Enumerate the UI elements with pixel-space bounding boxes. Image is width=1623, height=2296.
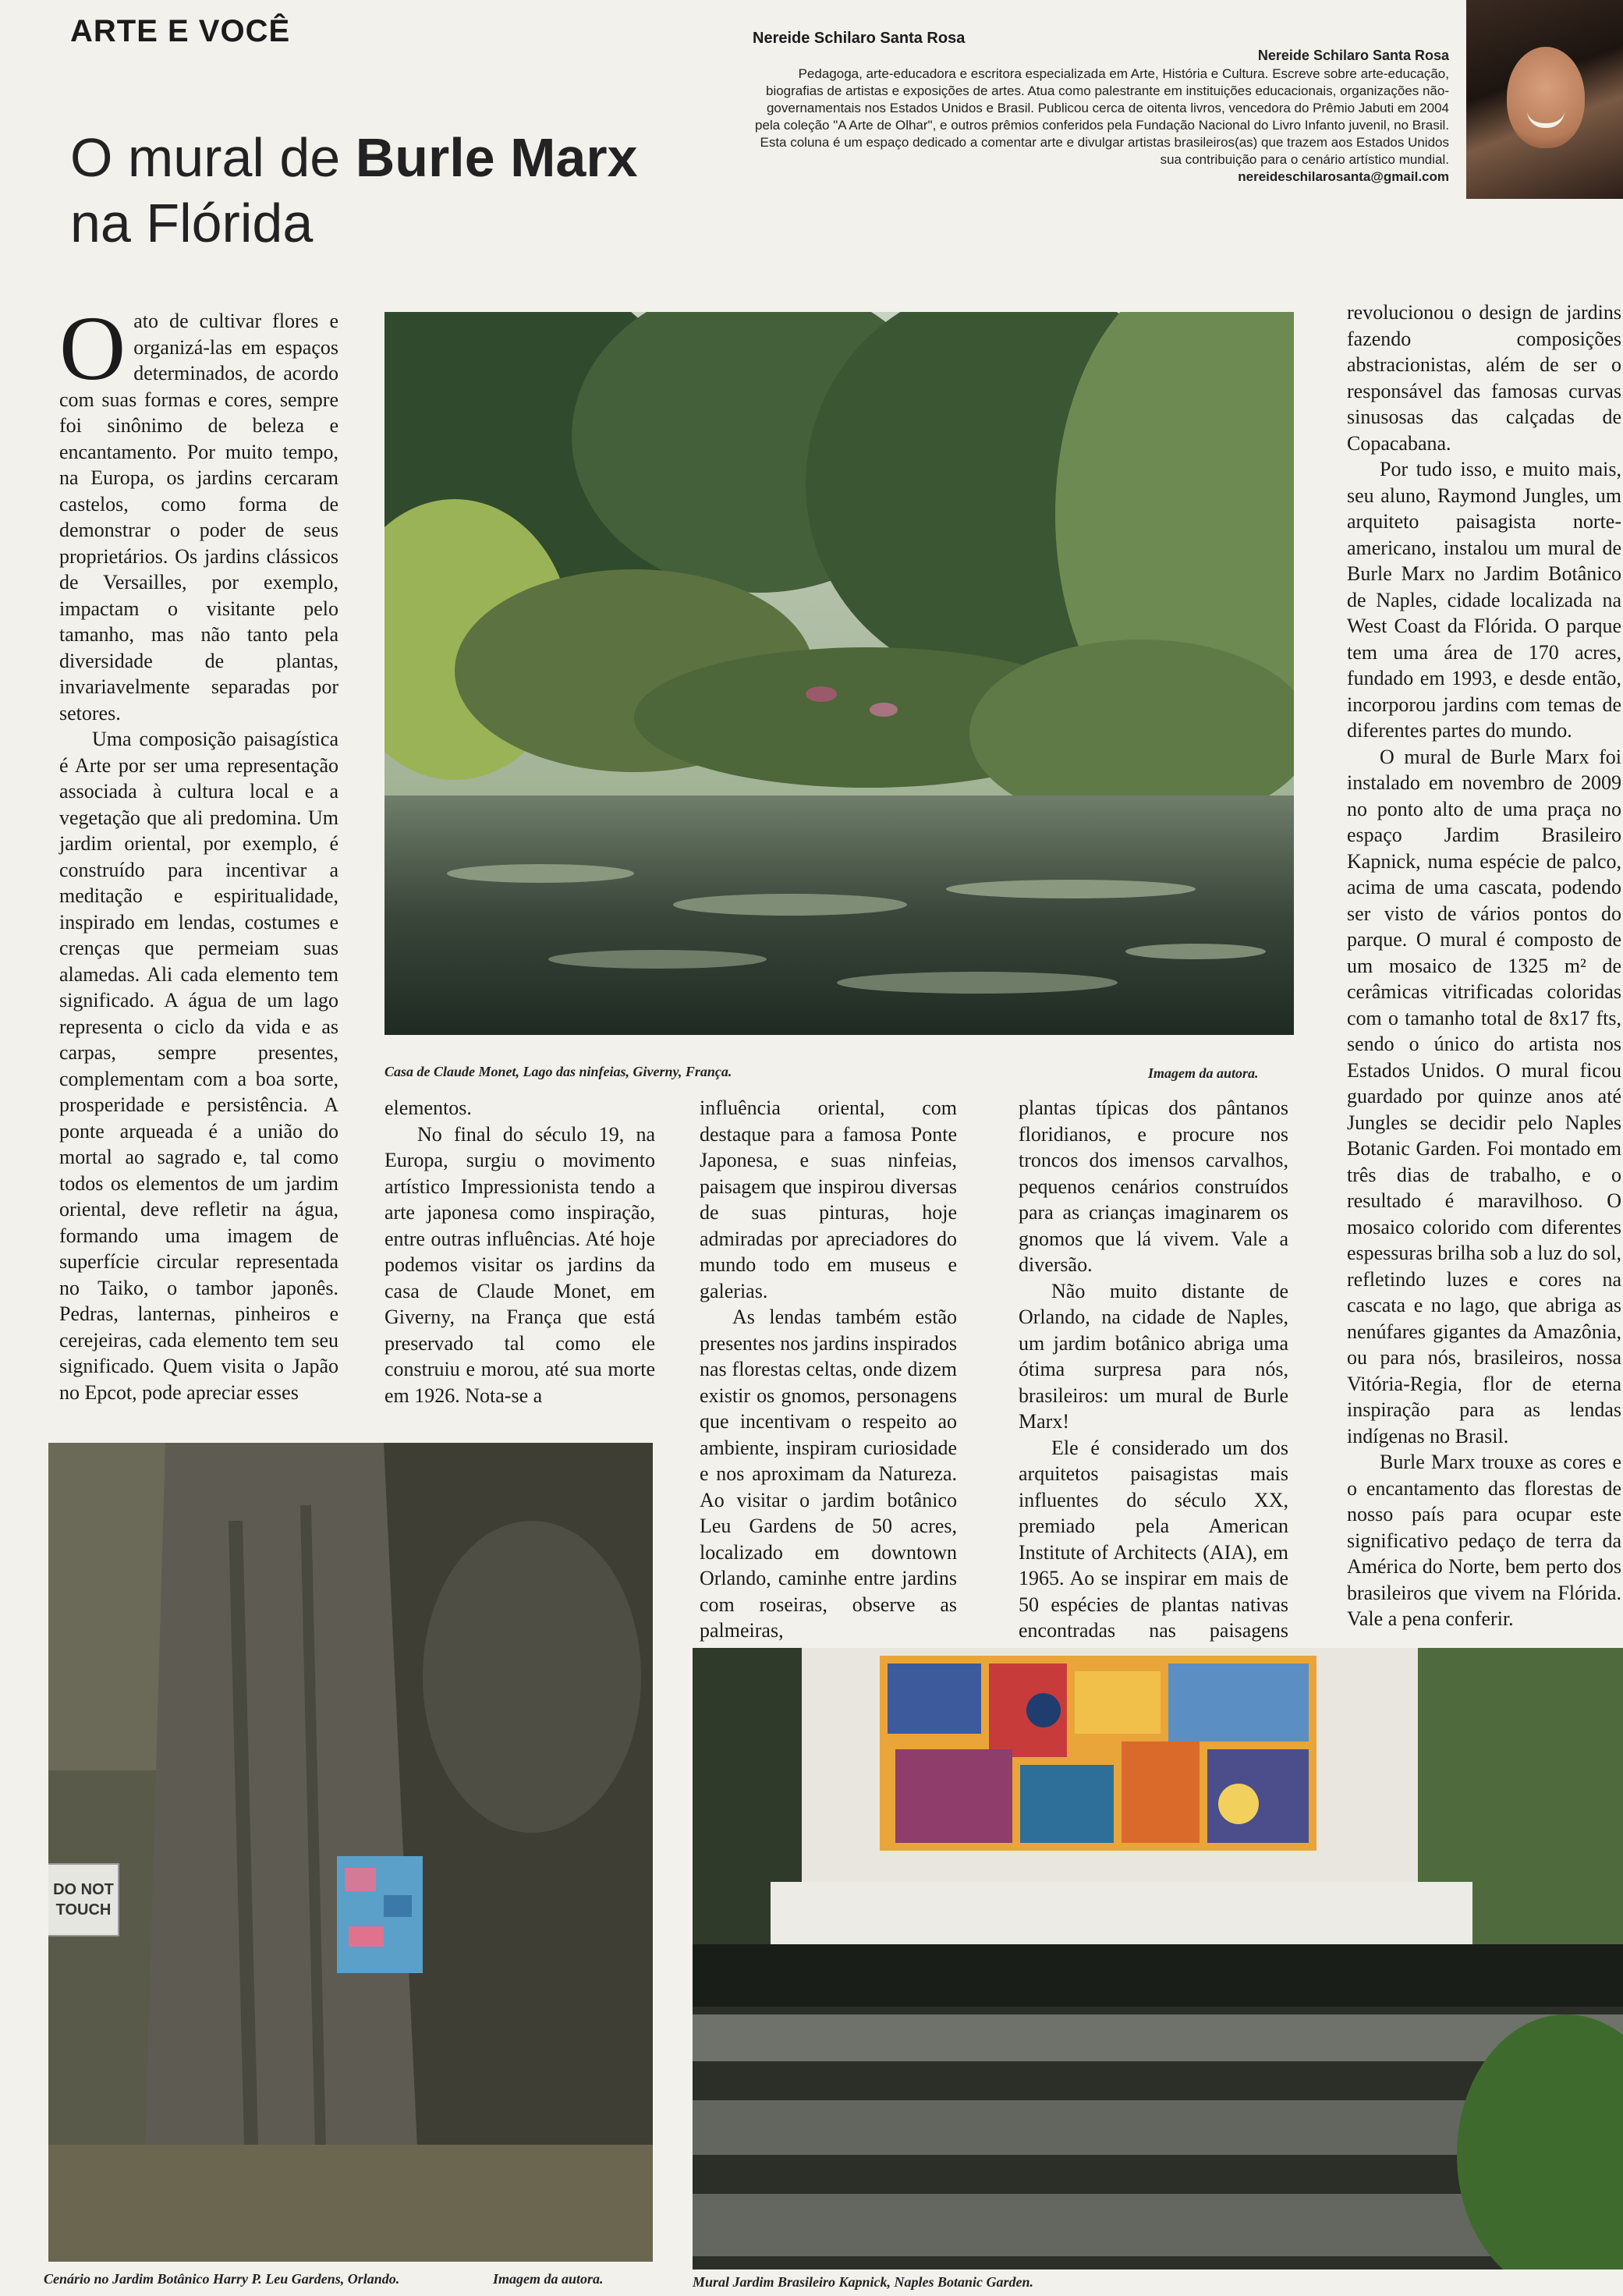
portrait-face: [1507, 47, 1585, 148]
caption-monet: Casa de Claude Monet, Lago das ninfeias, Giverny, França.: [384, 1064, 732, 1079]
caption-mural: Mural Jardim Brasileiro Kapnick, Naples Botanic Garden.: [693, 2274, 1034, 2290]
tree-image: [48, 1443, 653, 2262]
article-column-2: [384, 1095, 655, 1408]
col1-paragraph-2: Uma composição paisagística é Arte por ser uma representação associada à cultura local e a vegetação que ali predomina. Um jardim oriental, por exemplo, é construído para incentivar a meditação e espiritualidade, inspirado em lendas, costumes e crenças que permeiam suas alamedas. Ali cada elemento tem significado. A água de um lago representa o ciclo da vida e as carpas, sempre presentes, complementam com a boa sorte, prosperidade e persistência. A ponte arqueada é a união do mortal ao sagrado e, tal como todos os elementos de um jardim oriental, deve refletir na água, formando uma imagem de superfície circular representada no Taiko, o tambor japonês. Pedras, lanternas, pinheiros e cerejeiras, cada elemento tem seu significado. Quem visita o Japão no Epcot, pode apreciar esses: [59, 728, 338, 1404]
caption-tree: Cenário no Jardim Botânico Harry P. Leu Gardens, Orlando.: [44, 2271, 400, 2287]
mural-image: [693, 1648, 1623, 2269]
col2-paragraph-2: No final do século 19, na Europa, surgiu o movimento artístico Impressionista tendo a arte japonesa como inspiração, entre outras influências. Até hoje podemos visitar os jardins da casa de Claude Monet, em Giverny, na França que está preservado tal como ele construiu e morou, até sua morte em 1926. Nota-se a: [384, 1122, 655, 1407]
col4-paragraph-3: Ele é considerado um dos arquitetos paisagistas mais influentes do século XX, premiado pela American Institute of Architects (AIA), em 1965. Ao se inspirar em mais de 50 espécies de plantas nativas encontradas nas paisagens: [1019, 1436, 1288, 1642]
credit-tree: Imagem da autora.: [493, 2271, 604, 2287]
bio-name: Nereide Schilaro Santa Rosa: [1257, 48, 1449, 63]
monet-lake-image: [384, 312, 1294, 1035]
article-column-4: [1019, 1095, 1288, 1670]
credit-monet: Imagem da autora.: [1148, 1065, 1259, 1081]
headline-part1: O mural de: [70, 127, 356, 188]
col4-paragraph-1: plantas típicas dos pântanos floridianos, e procure nos troncos dos imensos carvalhos, pequenos cenários construídos para as crianças imaginarem os gnomos que lá vivem. Vale a diversão.: [1019, 1097, 1288, 1276]
photo-mural-kapnick: [693, 1648, 1623, 2269]
article-column-1: [59, 297, 338, 1405]
col5-paragraph-2: Por tudo isso, e muito mais, seu aluno, Raymond Jungles, um arquiteto paisagista norte-americano, instalou um mural de Burle Marx no Jardim Botânico de Naples, cidade localizada na West Coast da Flórida. O parque tem uma área de 170 acres, fundado em 1993, e desde então, incorporou jardins com temas de diferentes partes do mundo.: [1347, 458, 1621, 742]
col4-paragraph-2: Não muito distante de Orlando, na cidade de Naples, um jardim botânico abriga uma ótima surpresa para nós, brasileiros: um mural de Burle Marx!: [1019, 1279, 1288, 1433]
article-column-5: [1347, 299, 1621, 1632]
article-column-3: [700, 1095, 957, 1644]
bio-email: nereideschilarosanta@gmail.com: [1238, 169, 1449, 184]
drop-cap: O: [59, 297, 126, 399]
bio-text: Pedagoga, arte-educadora e escritora especializada em Arte, História e Cultura. Escreve sobre arte-educação, biografias de artistas e exposições de artes. Atua como palestrante em instituições educacionais, organizações não-governamentais nos Estados Unidos e Brasil. Publicou cerca de oitenta livros, vencedora do Prêmio Jabuti em 2004 pela coleção "A Arte de Olhar", e outros prêmios conferidos pela Fundação Nacional do Livro Infanto juvenil, no Brasil. Esta coluna é um espaço dedicado a comentar arte e divulgar artistas brasileiros(as) que trazem aos Estados Unidos sua contribuição para o cenário artístico mundial.: [755, 66, 1449, 167]
section-label: ARTE E VOCÊ: [70, 14, 291, 48]
col1-paragraph-1: [59, 297, 338, 726]
col3-paragraph-1: influência oriental, com destaque para a famosa Ponte Japonesa, e suas ninfeias, paisagem que inspirou diversas de suas pinturas, hoje admiradas por apreciadores do mundo todo em museus e galerias.: [700, 1097, 957, 1302]
photo-tree-gnome: [48, 1443, 653, 2262]
author-bio: [741, 47, 1449, 186]
author-portrait: [1466, 0, 1623, 199]
byline-top: Nereide Schilaro Santa Rosa: [753, 30, 966, 47]
col2-paragraph-1: elementos.: [384, 1097, 472, 1119]
headline-part2: na Flórida: [70, 193, 314, 253]
headline: [70, 125, 710, 256]
col3-paragraph-2: As lendas também estão presentes nos jardins inspirados nas florestas celtas, onde dizem existir os gnomos, personagens que incentivam o respeito ao ambiente, inspiram curiosidade e nos aproximam da Natureza. Ao visitar o jardim botânico Leu Gardens de 50 acres, localizado em downtown Orlando, caminhe entre jardins com roseiras, observe as palmeiras,: [700, 1306, 958, 1642]
col5-paragraph-4: Burle Marx trouxe as cores e o encantamento das florestas de nosso país para ocupar este significativo pedaço de terra da América do Norte, bem perto dos brasileiros que vivem na Flórida. Vale a pena conferir.: [1347, 1451, 1621, 1630]
headline-bold: Burle Marx: [355, 127, 638, 188]
do-not-touch-sign: DO NOT TOUCH: [53, 1881, 114, 1919]
col1-p1-text: ato de cultivar flores e organizá-las em espaços determinados, de acordo com suas formas e cores, sempre foi sinônimo de beleza e encantamento. Por muito tempo, na Europa, os jardins cercaram castelos, como forma de demonstrar o poder de seus proprietários. Os jardins clássicos de Versailles, por exemplo, impactam o visitante pelo tamanho, mas não tanto pela diversidade de plantas, invariavelmente separadas por setores.: [59, 310, 338, 725]
col5-paragraph-1: revolucionou o design de jardins fazendo composições abstracionistas, além de ser o responsável das famosas curvas sinusosas das calçadas de Copacabana.: [1347, 301, 1621, 455]
photo-monet-lake: [384, 312, 1294, 1035]
col5-paragraph-3: O mural de Burle Marx foi instalado em novembro de 2009 no ponto alto de uma praça no espaço Jardim Brasileiro Kapnick, numa espécie de palco, acima de uma cascata, podendo ser visto de vários pontos do parque. O mural é composto de um mosaico de 1325 m² de cerâmicas vitrificadas coloridas com o tamanho total de 8x17 fts, sendo o único do artista nos Estados Unidos. O mural ficou guardado por quinze anos até Jungles se decidir pelo Naples Botanic Garden. Foi montado em três dias de trabalho, e o resultado é maravilhoso. O mosaico colorido com diferentes espessuras brilha sob a luz do sol, refletindo luzes e cores na cascata e no lago, que abriga as nenúfares gigantes da Amazônia, ou para nós, brasileiros, nossa Vitória-Regia, flor de eterna inspiração para as lendas indígenas no Brasil.: [1347, 745, 1621, 1447]
